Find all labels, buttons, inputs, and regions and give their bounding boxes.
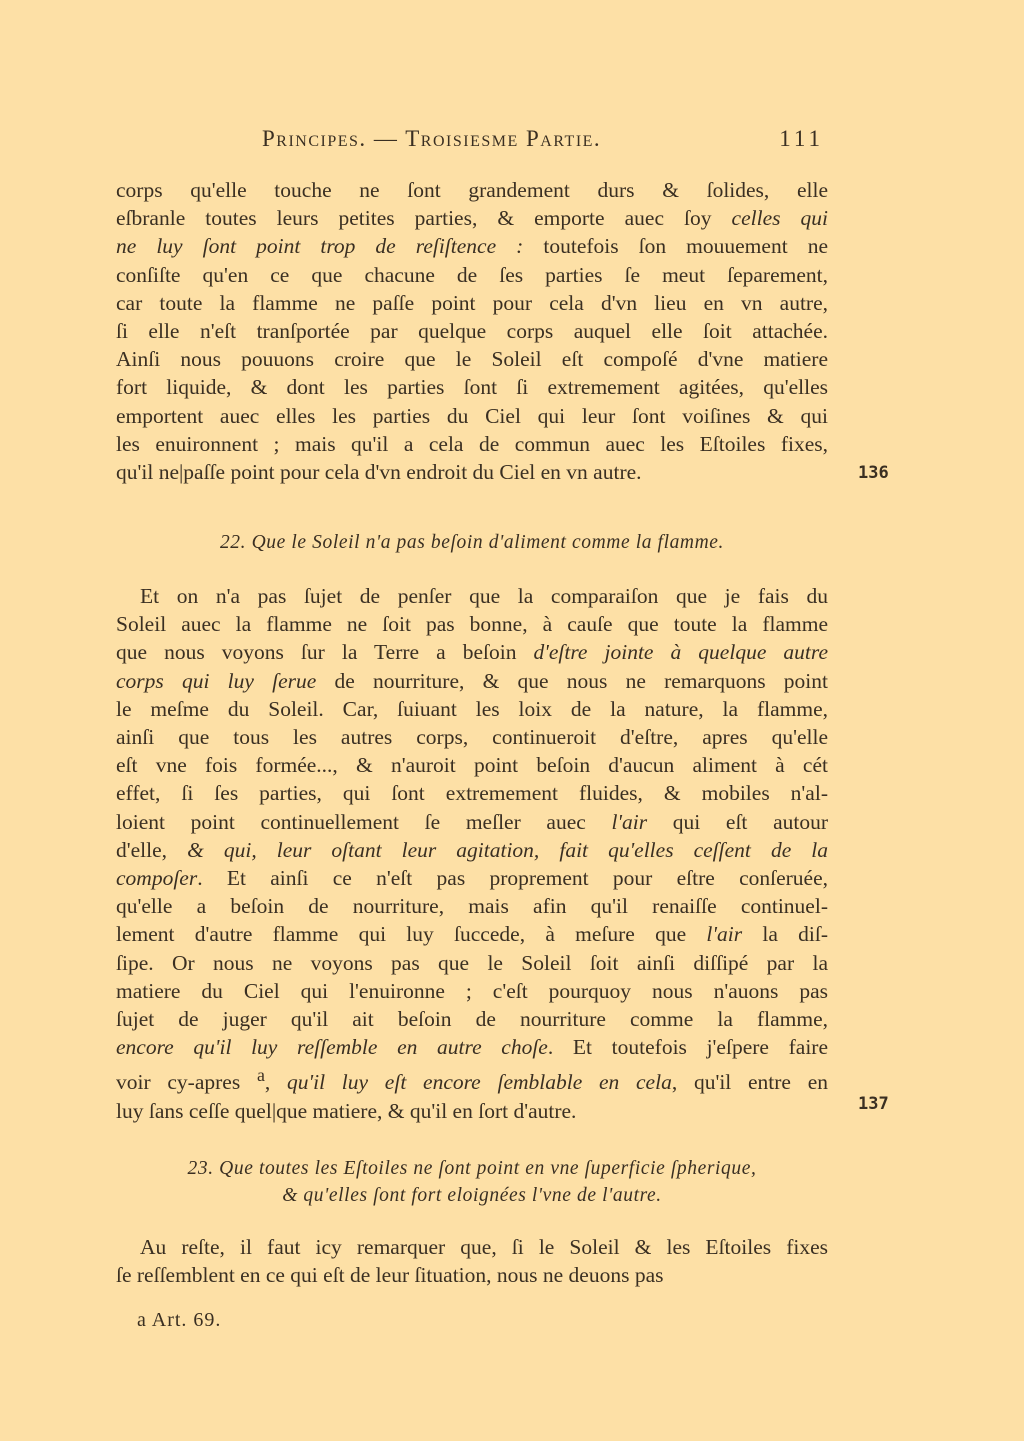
text-line: luy ſans ceſſe quel|que matiere, & qu'il en ſort d'autre. [116, 1098, 577, 1123]
text-line: eſbranle toutes leurs petites parties, & emporte auec ſoy celles qui [116, 206, 828, 231]
text-line: corps qu'elle touche ne ſont grandement durs & ſolides, elle [116, 178, 828, 202]
text-line: d'elle, & qui, leur oſtant leur agitation, fait qu'elles ceſſent de la [116, 837, 828, 862]
text-line: compoſer. Et ainſi ce n'eſt pas proprement pour eſtre conſeruée, [116, 866, 828, 891]
footnote: a Art. 69. [137, 1309, 222, 1331]
text-line: lement d'autre flamme qui luy ſuccede, à meſure que l'air la diſ- [116, 922, 829, 947]
text-line: ſujet de juger qu'il ait beſoin de nourriture comme la flamme, [116, 1007, 828, 1032]
text-line: corps qui luy ſerue de nourriture, & que nous ne remarquons point [116, 668, 828, 693]
text-line: car toute la flamme ne paſſe point pour cela d'vn lieu en vn autre, [116, 290, 828, 315]
section-heading-22: 22. Que le Soleil n'a pas beſoin d'aliment comme la flamme. [219, 532, 725, 553]
text-line: ne luy ſont point trop de reſiſtence : toutefois ſon mouuement ne [116, 234, 828, 259]
text-line: effet, ſi ſes parties, qui ſont extremement fluides, & mobiles n'al- [116, 781, 828, 806]
text-line: fort liquide, & dont les parties ſont ſi extremement agitées, qu'elles [116, 375, 828, 400]
margin-page-ref-137: 137 [858, 1094, 889, 1114]
text-line: Et on n'a pas ſujet de penſer que la comparaiſon que je fais du [140, 584, 828, 608]
text-line: loient point continuellement ſe meſler auec l'air qui eſt autour [116, 809, 828, 834]
text-line: Ainſi nous pouuons croire que le Soleil eſt compoſé d'vne matiere [116, 347, 828, 372]
text-line: qu'elle a beſoin de nourriture, mais afin qu'il renaiſſe continuel- [116, 894, 828, 919]
text-line: matiere du Ciel qui l'enuironne ; c'eſt pourquoy nous n'auons pas [116, 978, 828, 1003]
margin-page-ref-136: 136 [858, 463, 889, 483]
paragraph-3 [116, 1233, 828, 1289]
text-line: Soleil auec la flamme ne ſoit pas bonne, à cauſe que toute la flamme [116, 612, 828, 637]
text-line: que nous voyons ſur la Terre a beſoin d'eſtre jointe à quelque autre [116, 640, 828, 665]
page-number: 111 [779, 126, 824, 151]
text-line: le meſme du Soleil. Car, ſuiuant les loix de la nature, la flamme, [116, 696, 828, 721]
text-line: les enuironnent ; mais qu'il a cela de commun auec les Eſtoiles fixes, [116, 431, 828, 456]
text-line: voir cy-apres $^a$, qu'il luy eſt encore ſemblable en cela, qu'il entre en [116, 1065, 828, 1095]
text-line: eſt vne fois formée..., & n'auroit point beſoin d'aucun aliment à cét [116, 753, 828, 778]
section-heading-23 [116, 1155, 828, 1209]
text-line: ainſi que tous les autres corps, continueroit d'eſtre, apres qu'elle [116, 725, 828, 750]
text-line: Au reſte, il faut icy remarquer que, ſi le Soleil & les Eſtoiles fixes [140, 1235, 828, 1259]
section-heading-23-line2: & qu'elles ſont fort eloignées l'vne de l'autre. [282, 1185, 662, 1206]
text-line: encore qu'il luy reſſemble en autre choſe. Et toutefois j'eſpere faire [116, 1035, 828, 1060]
paragraph-1 [116, 176, 828, 486]
running-title: Principes. — Troisiesme Partie. [262, 126, 602, 151]
text-line: ſi elle n'eſt tranſportée par quelque corps auquel elle ſoit attachée. [116, 319, 828, 344]
running-header [262, 122, 830, 158]
text-line: qu'il ne|paſſe point pour cela d'vn endroit du Ciel en vn autre. [116, 460, 642, 485]
text-line: ſe reſſemblent en ce qui eſt de leur ſituation, nous ne deuons pas [116, 1263, 664, 1288]
section-heading-23-line1: 23. Que toutes les Eſtoiles ne ſont point en vne ſuperficie ſpherique, [187, 1158, 757, 1179]
text-line: conſiſte qu'en ce que chacune de ſes parties ſe meut ſeparement, [116, 262, 828, 287]
text-line: ſipe. Or nous ne voyons pas que le Soleil ſoit ainſi diſſipé par la [116, 950, 828, 975]
paragraph-2 [116, 582, 828, 1125]
text-line: emportent auec elles les parties du Ciel qui leur ſont voiſines & qui [116, 403, 828, 428]
